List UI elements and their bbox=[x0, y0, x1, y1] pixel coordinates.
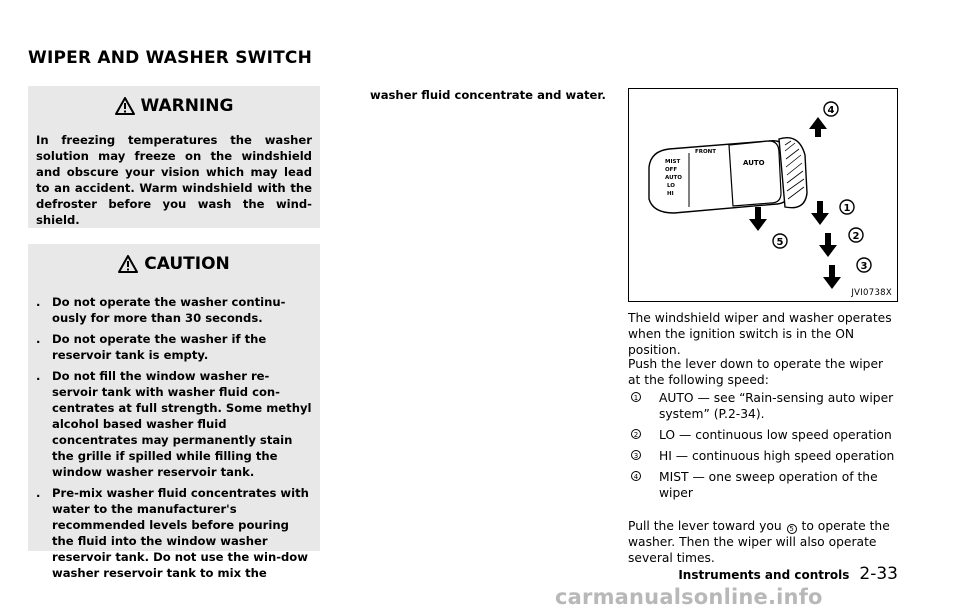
warning-text: In freezing temperatures the washer solution may freeze on the windshield and obscure your vision which may lead to an accident. Warm windshield with the defroster before you wash the wind-shield. bbox=[36, 133, 312, 227]
speed-item bbox=[628, 390, 898, 422]
warning-triangle-icon bbox=[115, 97, 135, 115]
lead-text: Push the lever down to operate the wiper at the following speed: bbox=[628, 357, 884, 387]
arrow-down-3 bbox=[823, 265, 841, 289]
callout-4: 4 bbox=[827, 105, 835, 116]
callout-3: 3 bbox=[860, 261, 868, 272]
number-marker: 1 bbox=[631, 392, 641, 402]
caution-triangle-icon bbox=[118, 255, 138, 273]
number-marker: 2 bbox=[631, 429, 641, 439]
caution-item-text: Pre-mix washer fluid concentrates with water to the manufacturer's recommended levels before pouring the fluid into the window washer reservoir tank. Do not use the win-dow washer reservoir tank to mix the bbox=[52, 486, 309, 580]
caution-item bbox=[36, 368, 312, 480]
bullet: . bbox=[36, 369, 41, 383]
caution-box bbox=[28, 244, 320, 580]
speed-text: LO — continuous low speed operation bbox=[659, 428, 892, 442]
speed-item bbox=[628, 469, 898, 501]
caution-item bbox=[36, 331, 312, 363]
speed-text: AUTO — see “Rain-sensing auto wiper system” (P.2-34). bbox=[659, 391, 894, 421]
number-marker: 4 bbox=[631, 471, 641, 481]
wiper-lever-illustration bbox=[629, 89, 897, 301]
figure-code: JVI0738X bbox=[851, 288, 892, 298]
page-number: 2-33 bbox=[859, 564, 898, 584]
lever-label: HI bbox=[667, 191, 674, 197]
bullet: . bbox=[36, 332, 41, 346]
speed-item bbox=[628, 427, 898, 443]
page-footer bbox=[678, 564, 898, 584]
arrow-down-1 bbox=[811, 201, 829, 225]
warning-header bbox=[28, 86, 320, 126]
speed-item bbox=[628, 448, 898, 464]
warning-heading: WARNING bbox=[140, 96, 234, 116]
arrow-toward bbox=[749, 207, 767, 231]
caution-item-text: Do not operate the washer continu-ously for more than 30 seconds. bbox=[52, 295, 286, 325]
watermark: carmanualsonline.info bbox=[555, 585, 823, 609]
footer-section: Instruments and controls bbox=[678, 568, 850, 582]
bullet: . bbox=[36, 295, 41, 309]
wiper-lever-figure bbox=[628, 88, 898, 302]
lever-label: LO bbox=[667, 183, 675, 189]
caution-item-text: Do not fill the window washer re-servoir tank with washer fluid con-centrates at full strength. Some methyl alcohol based washer fluid concentrates may permanently stain the grille if spilled while filling the window washer reservoir tank. bbox=[52, 369, 312, 479]
caution-header bbox=[28, 244, 320, 284]
speed-list bbox=[628, 390, 898, 506]
caution-continuation: washer fluid concentrate and water. bbox=[370, 88, 606, 102]
arrow-up bbox=[809, 117, 827, 137]
intro-text: The windshield wiper and washer operates when the ignition switch is in the ON position. bbox=[628, 311, 892, 357]
caution-item bbox=[36, 294, 312, 326]
caution-item-text: Do not operate the washer if the reservoir tank is empty. bbox=[52, 332, 267, 362]
warning-box bbox=[28, 86, 320, 228]
washer-text-end: to operate the washer. Then the wiper will also operate several times. bbox=[628, 519, 890, 565]
page-title: WIPER AND WASHER SWITCH bbox=[28, 48, 313, 68]
callout-2: 2 bbox=[852, 231, 860, 242]
lever-label: FRONT bbox=[695, 149, 717, 155]
lever-label: OFF bbox=[665, 167, 678, 173]
caution-list bbox=[36, 294, 312, 586]
callout-1: 1 bbox=[843, 203, 851, 214]
bullet: . bbox=[36, 486, 41, 500]
washer-text bbox=[628, 518, 898, 566]
lever-label: AUTO bbox=[665, 175, 682, 181]
caution-item bbox=[36, 485, 312, 581]
lever-label: MIST bbox=[665, 159, 681, 165]
number-marker: 5 bbox=[787, 524, 797, 534]
callout-5: 5 bbox=[776, 237, 784, 248]
washer-text-start: Pull the lever toward you bbox=[628, 519, 782, 533]
speed-text: MIST — one sweep operation of the wiper bbox=[659, 470, 878, 500]
lever-label: AUTO bbox=[743, 159, 765, 167]
caution-heading: CAUTION bbox=[144, 254, 230, 274]
number-marker: 3 bbox=[631, 450, 641, 460]
speed-text: HI — continuous high speed operation bbox=[659, 449, 895, 463]
arrow-down-2 bbox=[819, 233, 837, 257]
